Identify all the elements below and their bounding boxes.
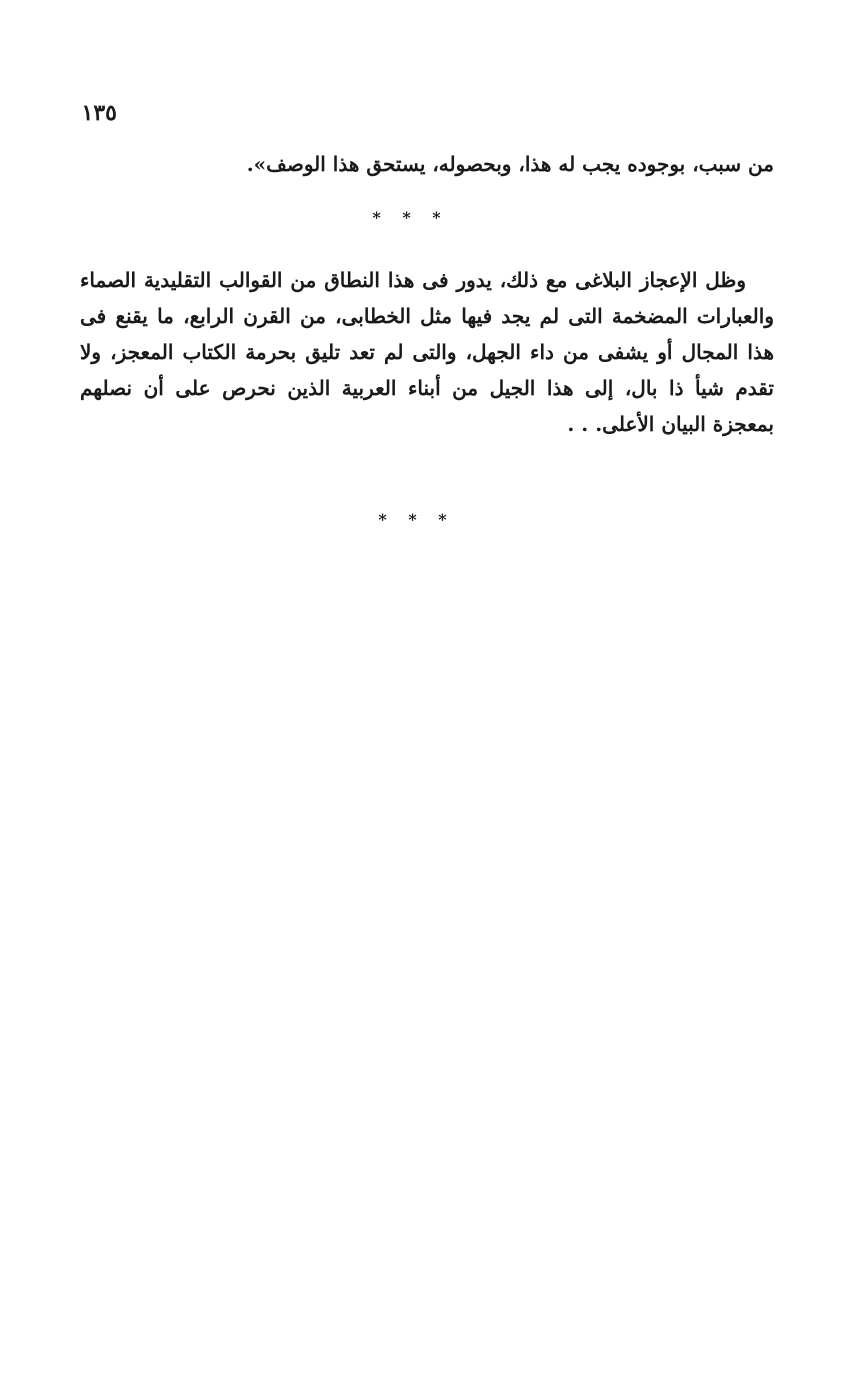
paragraph-text: وظل الإعجاز البلاغى مع ذلك، يدور فى هذا النطاق من القوالب التقليدية الصماء والعبارات المضخمة التى لم يجد فيها مثل الخطابى، من القرن الرابع، ما يقنع فى هذا المجال أو يشفى من داء الجهل، والتى لم تعد تليق بحرمة الكتاب المعجز، ولا تقدم شيأ ذا بال، إلى هذا الجيل من أبناء العربية الذين نحرص على أن نصلهم بمعجزة البيان الأعلى. . . <box>80 268 774 436</box>
paragraph-continuation <box>80 146 774 182</box>
section-separator: * * * <box>378 510 455 529</box>
paragraph-main <box>80 262 774 442</box>
section-separator: * * * <box>372 208 449 227</box>
paragraph-text: من سبب، بوجوده يجب له هذا، وبحصوله، يستحق هذا الوصف». <box>246 152 774 176</box>
page-number: ١٣٥ <box>81 100 117 126</box>
